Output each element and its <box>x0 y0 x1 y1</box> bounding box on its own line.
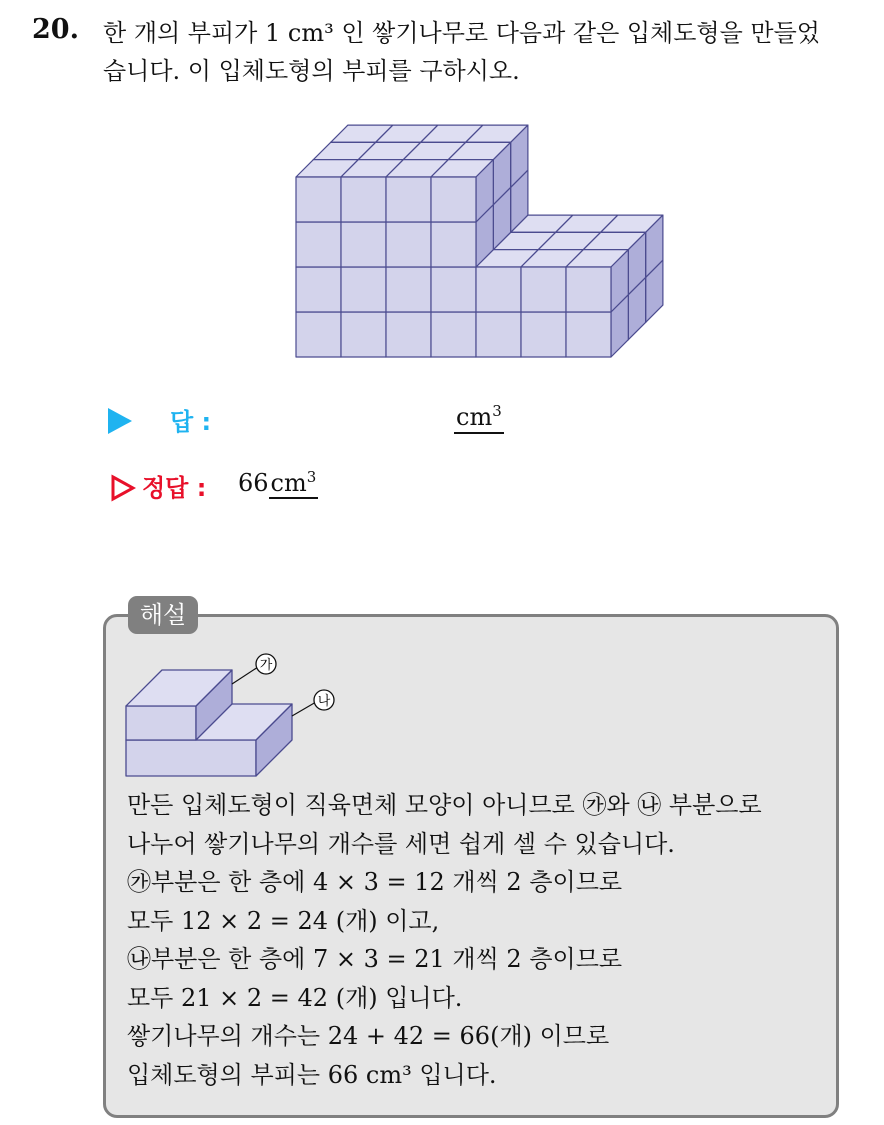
explanation-line: 만든 입체도형이 직육면체 모양이 아니므로 ㉮와 ㉯ 부분으로 <box>127 791 762 819</box>
figure-label-b: 나 <box>317 694 331 709</box>
figure-label-a: 가 <box>259 658 273 673</box>
correct-answer-label: 정답 : <box>142 474 207 502</box>
explanation-line: 모두 21 × 2 = 42 (개) 입니다. <box>127 983 463 1012</box>
question-line-2: 습니다. 이 입체도형의 부피를 구하시오. <box>103 57 520 85</box>
explanation-text <box>127 786 837 1094</box>
answer-unit[interactable]: $cm^3$ <box>454 402 504 434</box>
answer-label: 답 : <box>170 408 212 436</box>
explanation-line: 입체도형의 부피는 66 cm³ 입니다. <box>127 1060 497 1089</box>
explanation-line: ㉮부분은 한 층에 4 × 3 = 12 개씩 2 층이므로 <box>127 868 623 896</box>
explanation-line: 쌓기나무의 개수는 24 + 42 = 66(개) 이므로 <box>127 1022 610 1050</box>
explanation-line: 나누어 쌓기나무의 개수를 세면 쉽게 셀 수 있습니다. <box>127 829 675 858</box>
question-line-1: 한 개의 부피가 1 cm³ 인 쌓기나무로 다음과 같은 입체도형을 만들었 <box>103 19 820 47</box>
correct-answer-value: $66cm^3$ <box>238 468 317 497</box>
question-number: 20. <box>32 14 79 45</box>
explanation-line: 모두 12 × 2 = 24 (개) 이고, <box>127 906 440 935</box>
explanation-line: ㉯부분은 한 층에 7 × 3 = 21 개씩 2 층이므로 <box>127 945 623 973</box>
explanation-tag: 해설 <box>128 596 198 634</box>
